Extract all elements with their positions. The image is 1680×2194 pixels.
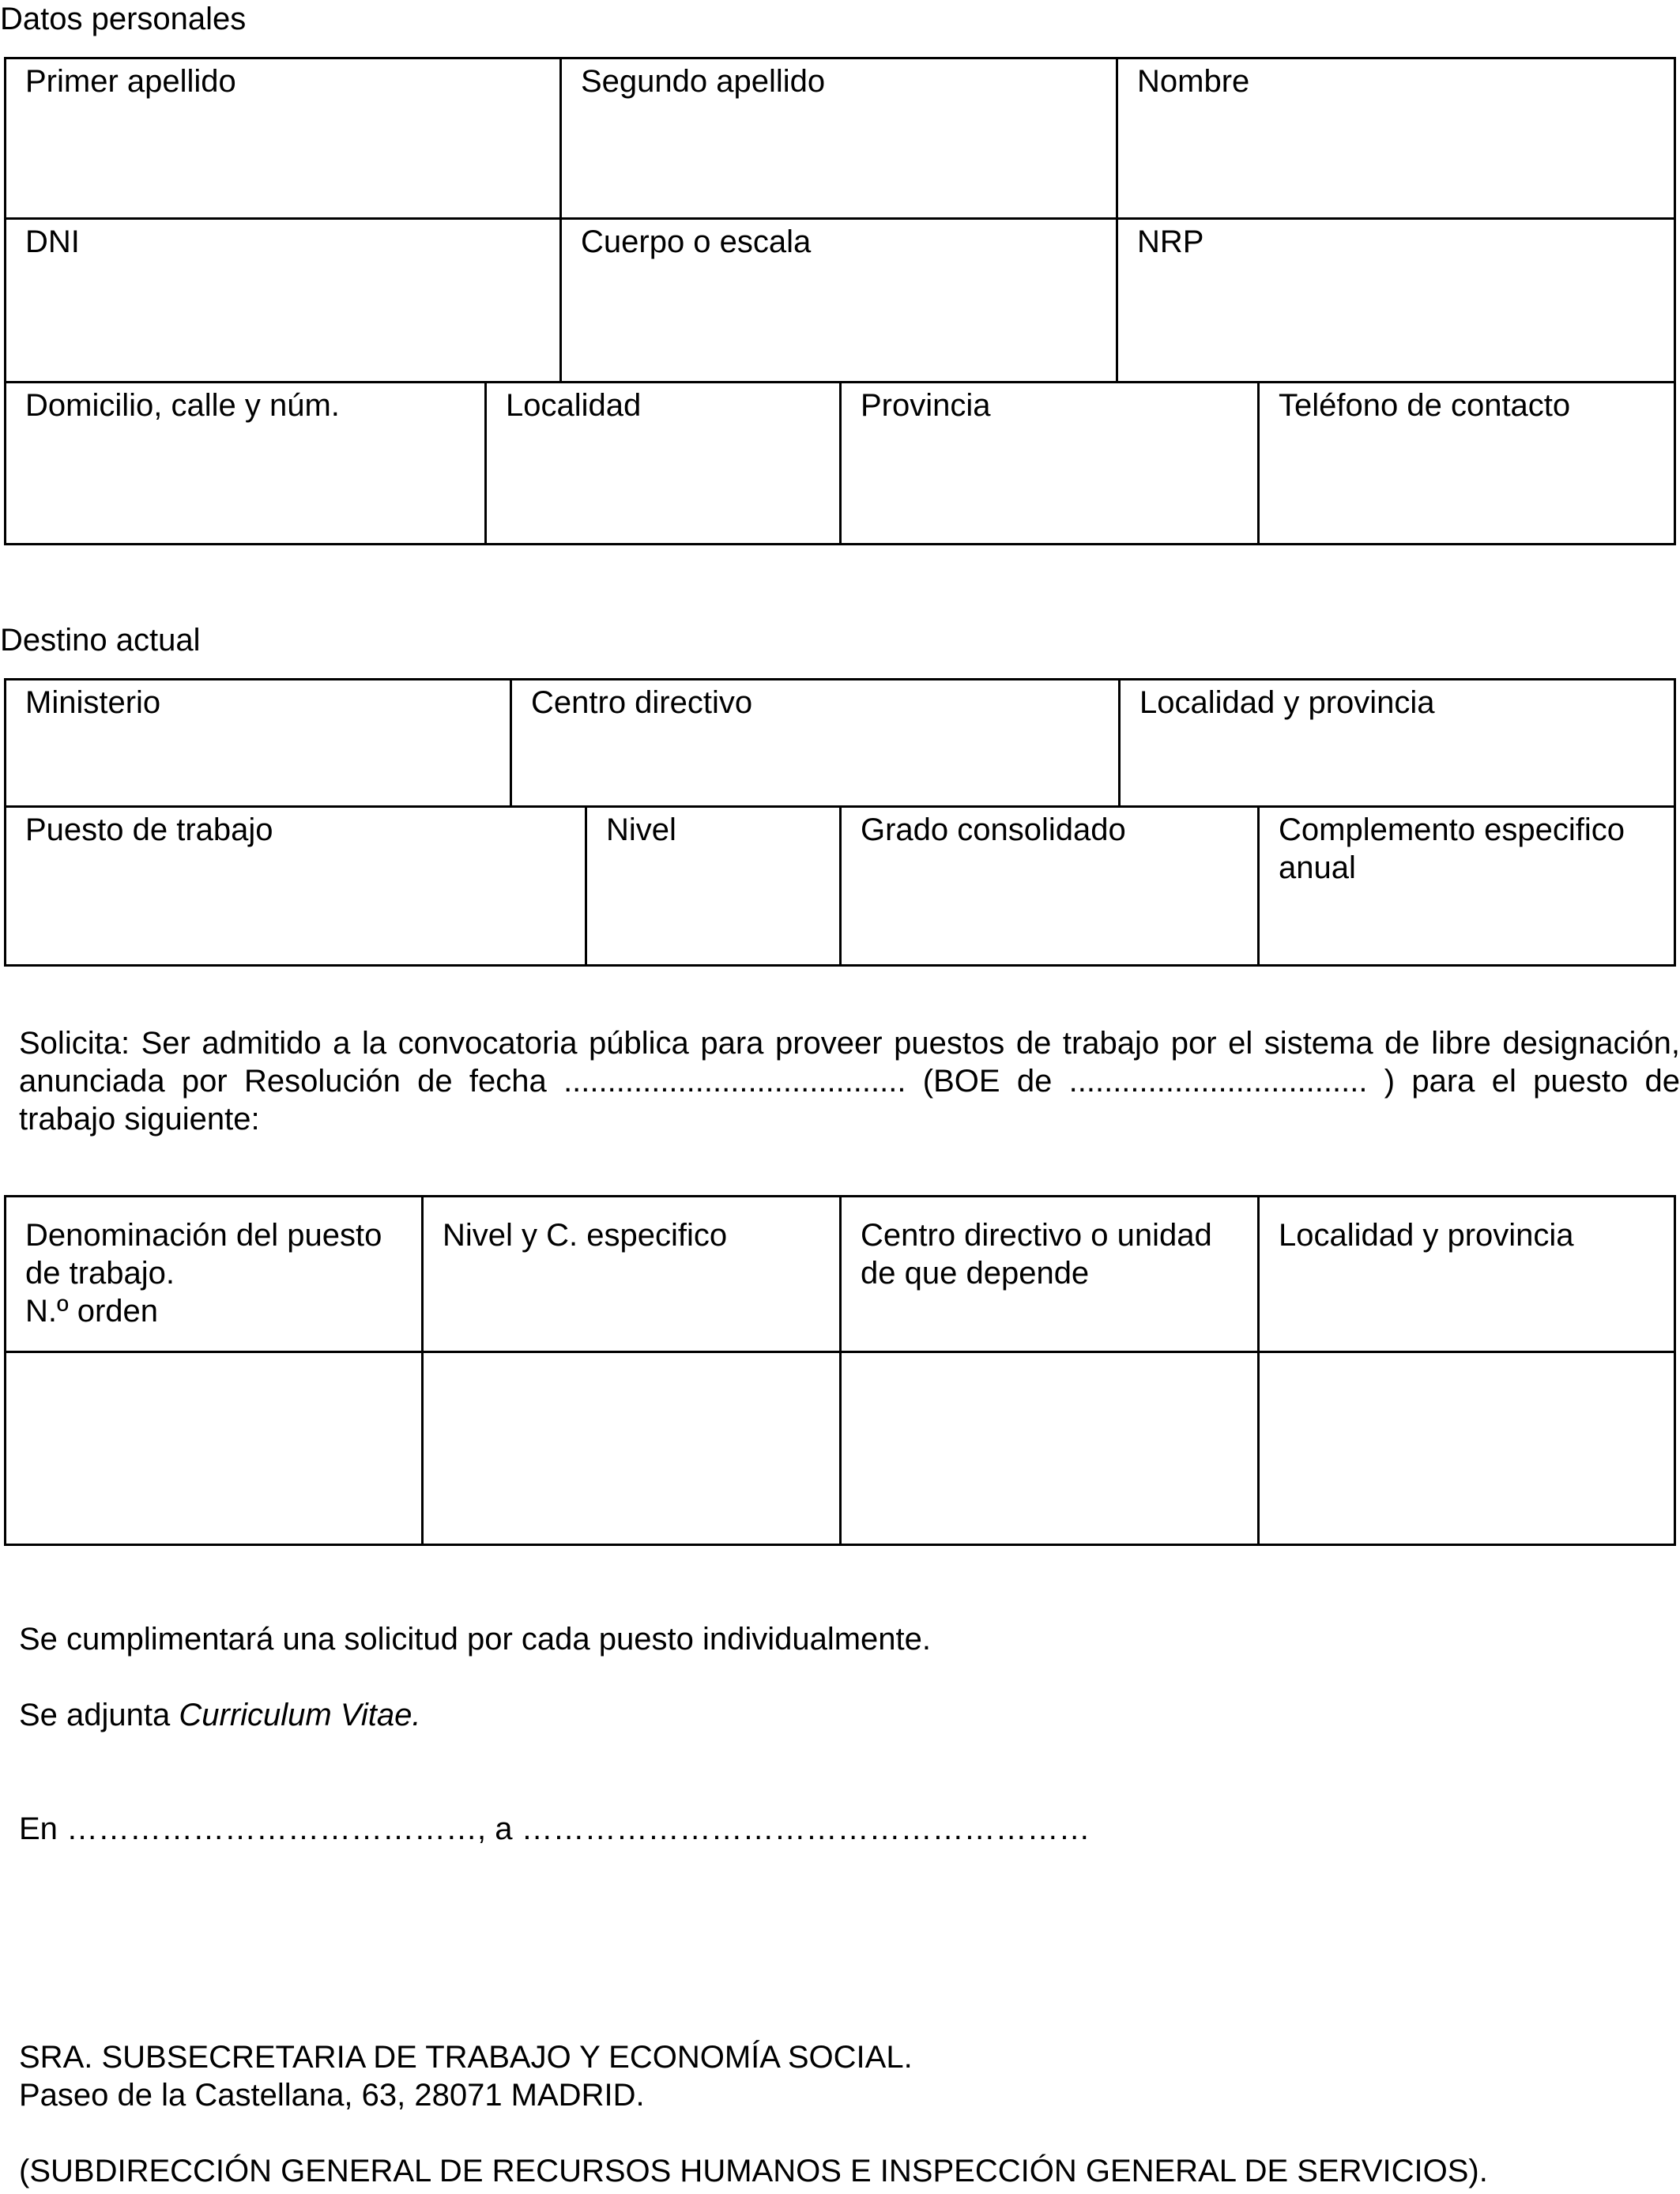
header-nivel-c-especifico bbox=[421, 1195, 842, 1353]
field-localidad[interactable] bbox=[484, 381, 842, 545]
field-nivel[interactable] bbox=[585, 805, 842, 967]
section-title-datos-personales: Datos personales bbox=[0, 2, 247, 36]
field-label: Nivel bbox=[606, 812, 676, 847]
field-provincia[interactable] bbox=[839, 381, 1260, 545]
field-label: Nombre bbox=[1137, 64, 1250, 99]
field-label: Centro directivo bbox=[531, 685, 753, 720]
field-label: Teléfono de contacto bbox=[1279, 388, 1571, 423]
destinatario-line-2: Paseo de la Castellana, 63, 28071 MADRID. bbox=[19, 2078, 645, 2113]
field-dni[interactable] bbox=[4, 217, 562, 383]
field-label: Grado consolidado bbox=[861, 812, 1126, 847]
field-label: Ministerio bbox=[25, 685, 161, 720]
header-label: Localidad y provincia bbox=[1279, 1218, 1574, 1253]
table-row bbox=[4, 678, 1676, 808]
table-row bbox=[4, 57, 1676, 220]
solicita-paragraph: Solicita: Ser admitido a la convocatoria pública para proveer puestos de trabajo por el sistema de libre designación, anunciada por Resolución de fecha ....................................... (BOE de .................................. ) para el puesto de trabajo siguiente: bbox=[19, 1026, 1680, 1137]
header-localidad-provincia bbox=[1257, 1195, 1676, 1353]
field-centro-directivo[interactable] bbox=[510, 678, 1121, 808]
table-row bbox=[4, 381, 1676, 545]
field-label: Localidad y provincia bbox=[1139, 685, 1435, 720]
field-label: Localidad bbox=[506, 388, 642, 423]
field-segundo-apellido[interactable] bbox=[559, 57, 1118, 220]
input-denominacion[interactable] bbox=[4, 1351, 424, 1546]
note-adjunta-prefix: Se adjunta bbox=[19, 1698, 179, 1732]
field-primer-apellido[interactable] bbox=[4, 57, 562, 220]
field-label: Segundo apellido bbox=[581, 64, 826, 99]
input-nivel-c-especifico[interactable] bbox=[421, 1351, 842, 1546]
field-label: Cuerpo o escala bbox=[581, 224, 812, 259]
field-telefono[interactable] bbox=[1257, 381, 1676, 545]
field-label: Primer apellido bbox=[25, 64, 236, 99]
field-localidad-provincia[interactable] bbox=[1118, 678, 1676, 808]
field-puesto-trabajo[interactable] bbox=[4, 805, 587, 967]
field-label: Complemento especifico anual bbox=[1279, 812, 1625, 885]
field-domicilio[interactable] bbox=[4, 381, 487, 545]
input-localidad-provincia[interactable] bbox=[1257, 1351, 1676, 1546]
header-denominacion bbox=[4, 1195, 424, 1353]
lugar-fecha-line[interactable]: En …………………………………, a ……………………………………………… bbox=[19, 1811, 1090, 1846]
field-nrp[interactable] bbox=[1116, 217, 1676, 383]
note-adjunta-cv: Curriculum Vitae. bbox=[179, 1698, 421, 1732]
puesto-solicitado-table bbox=[4, 1195, 1676, 1546]
note-una-solicitud: Se cumplimentará una solicitud por cada puesto individualmente. bbox=[19, 1622, 932, 1657]
header-centro-directivo bbox=[839, 1195, 1260, 1353]
header-label: Nivel y C. especifico bbox=[443, 1218, 728, 1253]
field-label: Domicilio, calle y núm. bbox=[25, 388, 340, 423]
section-title-destino-actual: Destino actual bbox=[0, 623, 201, 658]
datos-personales-table bbox=[4, 57, 1676, 545]
note-adjunta bbox=[19, 1696, 420, 1734]
field-cuerpo-escala[interactable] bbox=[559, 217, 1118, 383]
table-row bbox=[4, 217, 1676, 383]
field-label: DNI bbox=[25, 224, 80, 259]
table-row bbox=[4, 805, 1676, 967]
field-complemento-especifico[interactable] bbox=[1257, 805, 1676, 967]
destinatario-line-3: (SUBDIRECCIÓN GENERAL DE RECURSOS HUMANOS E INSPECCIÓN GENERAL DE SERVICIOS). bbox=[19, 2154, 1488, 2188]
field-label: Provincia bbox=[861, 388, 991, 423]
input-centro-directivo[interactable] bbox=[839, 1351, 1260, 1546]
header-label-orden: N.º orden bbox=[25, 1294, 159, 1329]
header-label: Centro directivo o unidad de que depende bbox=[861, 1218, 1212, 1291]
header-label: Denominación del puesto de trabajo. bbox=[25, 1218, 382, 1291]
field-label: Puesto de trabajo bbox=[25, 812, 273, 847]
destino-actual-table bbox=[4, 678, 1676, 967]
table-header-row bbox=[4, 1195, 1676, 1353]
field-label: NRP bbox=[1137, 224, 1204, 259]
table-row bbox=[4, 1351, 1676, 1546]
field-ministerio[interactable] bbox=[4, 678, 512, 808]
destinatario-line-1: SRA. SUBSECRETARIA DE TRABAJO Y ECONOMÍA SOCIAL. bbox=[19, 2040, 913, 2075]
field-nombre[interactable] bbox=[1116, 57, 1676, 220]
field-grado-consolidado[interactable] bbox=[839, 805, 1260, 967]
